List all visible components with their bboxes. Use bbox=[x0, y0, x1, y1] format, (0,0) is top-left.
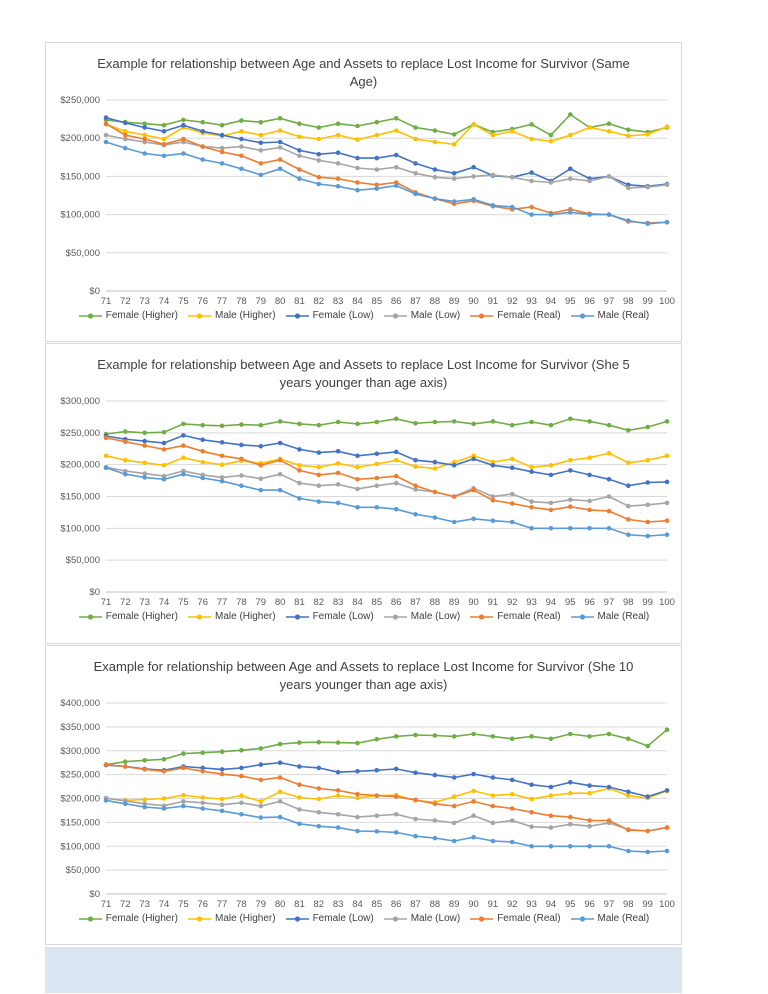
svg-text:93: 93 bbox=[525, 597, 537, 609]
legend-item bbox=[570, 913, 650, 924]
legend-marker-icon bbox=[285, 612, 310, 622]
svg-text:$150,000: $150,000 bbox=[59, 491, 100, 503]
legend-marker-icon bbox=[383, 914, 408, 924]
svg-text:$150,000: $150,000 bbox=[59, 817, 100, 829]
legend-label: Male (Higher) bbox=[215, 611, 276, 623]
svg-text:90: 90 bbox=[467, 597, 479, 609]
svg-text:$100,000: $100,000 bbox=[59, 209, 100, 221]
svg-text:79: 79 bbox=[254, 597, 266, 609]
legend-item bbox=[187, 611, 276, 622]
chart-legend bbox=[78, 913, 649, 924]
legend-marker-icon bbox=[570, 311, 595, 321]
legend-item bbox=[285, 611, 374, 622]
svg-text:78: 78 bbox=[235, 296, 247, 308]
svg-text:97: 97 bbox=[603, 899, 614, 911]
svg-text:76: 76 bbox=[196, 899, 208, 911]
svg-text:$300,000: $300,000 bbox=[59, 746, 100, 758]
svg-text:82: 82 bbox=[313, 296, 324, 308]
svg-text:81: 81 bbox=[293, 899, 305, 911]
svg-text:75: 75 bbox=[177, 296, 189, 308]
svg-text:99: 99 bbox=[641, 296, 653, 308]
svg-text:82: 82 bbox=[313, 597, 324, 609]
svg-text:83: 83 bbox=[332, 899, 343, 911]
svg-text:$250,000: $250,000 bbox=[59, 95, 100, 107]
svg-text:91: 91 bbox=[487, 296, 498, 308]
legend-marker-icon bbox=[78, 612, 103, 622]
legend-label: Female (Low) bbox=[312, 611, 374, 623]
chart-legend bbox=[78, 310, 649, 321]
legend-item bbox=[469, 310, 560, 321]
svg-text:72: 72 bbox=[119, 296, 131, 308]
chart-title: Example for relationship between Age and Assets to replace Lost Income for Survivor (Same Age) bbox=[97, 56, 630, 90]
legend-item bbox=[469, 611, 560, 622]
svg-text:77: 77 bbox=[216, 296, 227, 308]
legend-marker-icon bbox=[78, 311, 103, 321]
svg-text:85: 85 bbox=[371, 597, 382, 609]
legend-marker-icon bbox=[570, 914, 595, 924]
svg-text:100: 100 bbox=[658, 597, 675, 609]
legend-marker-icon bbox=[285, 914, 310, 924]
svg-text:94: 94 bbox=[545, 597, 556, 609]
svg-text:97: 97 bbox=[603, 296, 614, 308]
svg-text:77: 77 bbox=[216, 597, 227, 609]
legend-label: Female (Low) bbox=[312, 310, 374, 322]
svg-text:75: 75 bbox=[177, 597, 189, 609]
svg-text:$350,000: $350,000 bbox=[59, 722, 100, 734]
svg-text:91: 91 bbox=[487, 899, 498, 911]
svg-text:92: 92 bbox=[506, 296, 518, 308]
legend-marker-icon bbox=[570, 612, 595, 622]
svg-text:73: 73 bbox=[138, 597, 150, 609]
svg-text:73: 73 bbox=[138, 899, 150, 911]
svg-text:88: 88 bbox=[429, 899, 440, 911]
legend-item bbox=[285, 310, 374, 321]
legend-label: Male (Real) bbox=[597, 310, 650, 322]
svg-text:72: 72 bbox=[119, 899, 131, 911]
chart-plot bbox=[49, 394, 679, 610]
svg-text:86: 86 bbox=[390, 296, 401, 308]
svg-text:92: 92 bbox=[506, 899, 518, 911]
chart-10-years-younger bbox=[45, 645, 682, 945]
svg-text:81: 81 bbox=[293, 597, 305, 609]
svg-text:84: 84 bbox=[351, 899, 363, 911]
legend-label: Male (Low) bbox=[410, 611, 461, 623]
svg-text:71: 71 bbox=[100, 597, 111, 609]
svg-text:74: 74 bbox=[158, 899, 169, 911]
svg-text:$250,000: $250,000 bbox=[59, 770, 100, 781]
svg-text:98: 98 bbox=[622, 899, 634, 911]
legend-marker-icon bbox=[469, 914, 494, 924]
svg-text:82: 82 bbox=[313, 899, 324, 911]
svg-text:78: 78 bbox=[235, 899, 247, 911]
legend-item bbox=[78, 913, 178, 924]
svg-text:96: 96 bbox=[583, 899, 595, 911]
svg-text:$400,000: $400,000 bbox=[59, 698, 100, 710]
svg-text:90: 90 bbox=[467, 296, 479, 308]
legend-label: Male (Higher) bbox=[215, 913, 276, 925]
legend-marker-icon bbox=[469, 311, 494, 321]
legend-label: Female (Real) bbox=[497, 913, 561, 925]
svg-text:100: 100 bbox=[658, 296, 675, 308]
chart-plot bbox=[49, 93, 679, 309]
svg-text:99: 99 bbox=[641, 597, 653, 609]
svg-text:95: 95 bbox=[564, 296, 576, 308]
svg-text:100: 100 bbox=[658, 899, 675, 911]
svg-text:$50,000: $50,000 bbox=[65, 248, 100, 260]
legend-item bbox=[187, 913, 276, 924]
legend-label: Male (Real) bbox=[597, 913, 650, 925]
svg-text:$200,000: $200,000 bbox=[59, 133, 100, 145]
legend-label: Male (Higher) bbox=[215, 310, 276, 322]
legend-label: Male (Low) bbox=[410, 913, 461, 925]
svg-text:$200,000: $200,000 bbox=[59, 793, 100, 805]
legend-marker-icon bbox=[383, 612, 408, 622]
svg-text:79: 79 bbox=[254, 296, 266, 308]
legend-marker-icon bbox=[187, 612, 212, 622]
svg-text:87: 87 bbox=[409, 296, 421, 308]
svg-text:$300,000: $300,000 bbox=[59, 396, 100, 408]
svg-text:96: 96 bbox=[583, 296, 595, 308]
svg-text:$0: $0 bbox=[88, 286, 100, 298]
svg-text:95: 95 bbox=[564, 899, 576, 911]
svg-text:87: 87 bbox=[409, 597, 421, 609]
svg-text:90: 90 bbox=[467, 899, 479, 911]
svg-text:74: 74 bbox=[158, 296, 169, 308]
svg-text:93: 93 bbox=[525, 899, 537, 911]
legend-label: Male (Low) bbox=[410, 310, 461, 322]
svg-text:99: 99 bbox=[641, 899, 653, 911]
svg-text:74: 74 bbox=[158, 597, 169, 609]
svg-text:98: 98 bbox=[622, 597, 634, 609]
legend-label: Female (Higher) bbox=[105, 913, 178, 925]
svg-text:$100,000: $100,000 bbox=[59, 841, 100, 853]
svg-text:$250,000: $250,000 bbox=[59, 428, 100, 440]
chart-plot bbox=[49, 696, 679, 912]
svg-text:$150,000: $150,000 bbox=[59, 171, 100, 183]
svg-text:98: 98 bbox=[622, 296, 634, 308]
legend-marker-icon bbox=[383, 311, 408, 321]
svg-text:$100,000: $100,000 bbox=[59, 523, 100, 535]
svg-text:$0: $0 bbox=[88, 587, 100, 599]
svg-text:$0: $0 bbox=[88, 889, 100, 901]
svg-text:93: 93 bbox=[525, 296, 537, 308]
svg-text:80: 80 bbox=[274, 899, 285, 911]
chart-same-age bbox=[45, 42, 682, 342]
svg-text:88: 88 bbox=[429, 597, 440, 609]
legend-label: Female (Low) bbox=[312, 913, 374, 925]
svg-text:86: 86 bbox=[390, 597, 401, 609]
svg-text:92: 92 bbox=[506, 597, 518, 609]
svg-text:80: 80 bbox=[274, 296, 285, 308]
chart-title: Example for relationship between Age and Assets to replace Lost Income for Survivor (She 10 years younger than age axis) bbox=[93, 659, 634, 693]
svg-text:87: 87 bbox=[409, 899, 421, 911]
legend-item bbox=[78, 611, 178, 622]
svg-text:84: 84 bbox=[351, 597, 363, 609]
footer-highlight-strip bbox=[45, 947, 682, 993]
legend-marker-icon bbox=[78, 914, 103, 924]
svg-text:89: 89 bbox=[448, 296, 459, 308]
legend-item bbox=[187, 310, 276, 321]
svg-text:83: 83 bbox=[332, 296, 343, 308]
svg-text:94: 94 bbox=[545, 899, 556, 911]
legend-item bbox=[285, 913, 374, 924]
svg-text:95: 95 bbox=[564, 597, 576, 609]
svg-text:72: 72 bbox=[119, 597, 131, 609]
svg-text:85: 85 bbox=[371, 899, 382, 911]
legend-label: Female (Real) bbox=[497, 611, 561, 623]
legend-item bbox=[570, 611, 650, 622]
svg-text:75: 75 bbox=[177, 899, 189, 911]
svg-text:84: 84 bbox=[351, 296, 363, 308]
svg-text:96: 96 bbox=[583, 597, 595, 609]
legend-item bbox=[383, 611, 460, 622]
legend-item bbox=[78, 310, 178, 321]
svg-text:85: 85 bbox=[371, 296, 382, 308]
svg-text:91: 91 bbox=[487, 597, 498, 609]
legend-marker-icon bbox=[187, 914, 212, 924]
svg-text:$50,000: $50,000 bbox=[65, 555, 100, 567]
legend-marker-icon bbox=[187, 311, 212, 321]
svg-text:97: 97 bbox=[603, 597, 614, 609]
svg-text:89: 89 bbox=[448, 597, 459, 609]
legend-label: Female (Real) bbox=[497, 310, 561, 322]
svg-text:86: 86 bbox=[390, 899, 401, 911]
svg-text:71: 71 bbox=[100, 296, 111, 308]
legend-item bbox=[570, 310, 650, 321]
svg-text:83: 83 bbox=[332, 597, 343, 609]
chart-title: Example for relationship between Age and Assets to replace Lost Income for Survivor (She 5 years younger than age axis) bbox=[97, 357, 630, 391]
legend-item bbox=[469, 913, 560, 924]
svg-text:$50,000: $50,000 bbox=[65, 865, 100, 877]
svg-text:76: 76 bbox=[196, 597, 208, 609]
svg-text:89: 89 bbox=[448, 899, 459, 911]
legend-item bbox=[383, 913, 460, 924]
legend-label: Female (Higher) bbox=[105, 310, 178, 322]
svg-text:79: 79 bbox=[254, 899, 266, 911]
svg-text:88: 88 bbox=[429, 296, 440, 308]
legend-item bbox=[383, 310, 460, 321]
chart-legend bbox=[78, 611, 649, 622]
svg-text:71: 71 bbox=[100, 899, 111, 911]
svg-text:78: 78 bbox=[235, 597, 247, 609]
legend-label: Male (Real) bbox=[597, 611, 650, 623]
svg-text:77: 77 bbox=[216, 899, 227, 911]
svg-text:94: 94 bbox=[545, 296, 556, 308]
svg-text:76: 76 bbox=[196, 296, 208, 308]
legend-marker-icon bbox=[285, 311, 310, 321]
chart-5-years-younger bbox=[45, 343, 682, 644]
legend-label: Female (Higher) bbox=[105, 611, 178, 623]
legend-marker-icon bbox=[469, 612, 494, 622]
svg-text:73: 73 bbox=[138, 296, 150, 308]
svg-text:81: 81 bbox=[293, 296, 305, 308]
svg-text:$200,000: $200,000 bbox=[59, 460, 100, 472]
svg-text:80: 80 bbox=[274, 597, 285, 609]
